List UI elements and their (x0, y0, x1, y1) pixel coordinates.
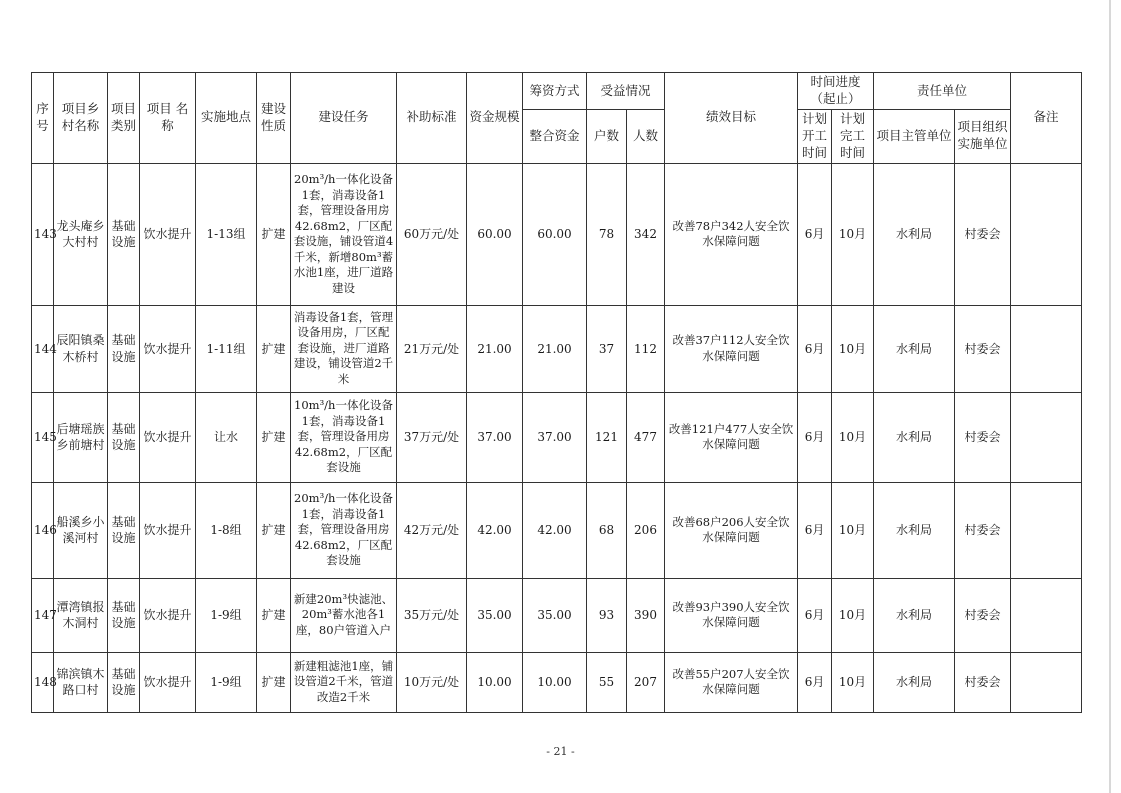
header-responsible: 责任单位 (874, 73, 1011, 110)
cell-start: 6月 (798, 163, 832, 305)
cell-start: 6月 (798, 305, 832, 392)
cell-subsidy: 10万元/处 (397, 652, 467, 712)
cell-funding: 10.00 (523, 652, 587, 712)
cell-seq: 145 (32, 392, 54, 482)
cell-nature: 扩建 (257, 305, 291, 392)
cell-goal: 改善121户477人安全饮水保障问题 (665, 392, 798, 482)
cell-start: 6月 (798, 392, 832, 482)
cell-end: 10月 (832, 652, 874, 712)
cell-scale: 10.00 (467, 652, 523, 712)
cell-start: 6月 (798, 652, 832, 712)
cell-subsidy: 21万元/处 (397, 305, 467, 392)
table-row (32, 392, 1082, 482)
cell-village: 辰阳镇桑木桥村 (54, 305, 108, 392)
header-goal: 绩效目标 (665, 73, 798, 164)
cell-supervisor: 水利局 (874, 392, 955, 482)
header-village: 项目乡村名称 (54, 73, 108, 164)
page-edge (1109, 0, 1111, 793)
cell-people: 206 (627, 482, 665, 578)
header-funding-sub: 整合资金 (523, 110, 587, 164)
cell-people: 207 (627, 652, 665, 712)
cell-task: 新建粗滤池1座，铺设管道2千米，管道改造2千米 (291, 652, 397, 712)
cell-supervisor: 水利局 (874, 652, 955, 712)
cell-seq: 146 (32, 482, 54, 578)
header-row-1 (32, 73, 1082, 110)
header-people: 人数 (627, 110, 665, 164)
cell-supervisor: 水利局 (874, 578, 955, 652)
cell-scale: 35.00 (467, 578, 523, 652)
cell-people: 477 (627, 392, 665, 482)
header-task: 建设任务 (291, 73, 397, 164)
cell-end: 10月 (832, 305, 874, 392)
cell-remarks (1011, 392, 1082, 482)
cell-task: 10m³/h一体化设备1套，消毒设备1套，管理设备用房42.68m2，厂区配套设施 (291, 392, 397, 482)
header-funding: 筹资方式 (523, 73, 587, 110)
cell-remarks (1011, 482, 1082, 578)
cell-end: 10月 (832, 482, 874, 578)
cell-funding: 42.00 (523, 482, 587, 578)
cell-nature: 扩建 (257, 163, 291, 305)
cell-category: 基础设施 (108, 578, 140, 652)
cell-goal: 改善68户206人安全饮水保障问题 (665, 482, 798, 578)
cell-nature: 扩建 (257, 482, 291, 578)
cell-goal: 改善37户112人安全饮水保障问题 (665, 305, 798, 392)
table-row (32, 305, 1082, 392)
cell-subsidy: 35万元/处 (397, 578, 467, 652)
cell-seq: 147 (32, 578, 54, 652)
cell-people: 390 (627, 578, 665, 652)
cell-households: 68 (587, 482, 627, 578)
cell-start: 6月 (798, 578, 832, 652)
cell-location: 1-13组 (196, 163, 257, 305)
cell-task: 20m³/h一体化设备1套，消毒设备1套，管理设备用房42.68m2，厂区配套设施 (291, 482, 397, 578)
cell-supervisor: 水利局 (874, 305, 955, 392)
header-remarks: 备注 (1011, 73, 1082, 164)
cell-subsidy: 60万元/处 (397, 163, 467, 305)
cell-seq: 143 (32, 163, 54, 305)
cell-implementer: 村委会 (955, 392, 1011, 482)
cell-name: 饮水提升 (140, 305, 196, 392)
cell-end: 10月 (832, 163, 874, 305)
cell-scale: 21.00 (467, 305, 523, 392)
cell-village: 锦滨镇木路口村 (54, 652, 108, 712)
cell-funding: 35.00 (523, 578, 587, 652)
cell-category: 基础设施 (108, 163, 140, 305)
table-row (32, 578, 1082, 652)
cell-name: 饮水提升 (140, 392, 196, 482)
cell-remarks (1011, 652, 1082, 712)
cell-scale: 37.00 (467, 392, 523, 482)
cell-village: 龙头庵乡大村村 (54, 163, 108, 305)
cell-task: 消毒设备1套，管理设备用房，厂区配套设施，进厂道路建设，铺设管道2千米 (291, 305, 397, 392)
cell-households: 55 (587, 652, 627, 712)
header-households: 户数 (587, 110, 627, 164)
cell-funding: 37.00 (523, 392, 587, 482)
cell-seq: 144 (32, 305, 54, 392)
cell-goal: 改善78户342人安全饮水保障问题 (665, 163, 798, 305)
cell-location: 让水 (196, 392, 257, 482)
header-schedule: 时间进度（起止） (798, 73, 874, 110)
cell-goal: 改善93户390人安全饮水保障问题 (665, 578, 798, 652)
cell-funding: 21.00 (523, 305, 587, 392)
cell-category: 基础设施 (108, 652, 140, 712)
cell-scale: 42.00 (467, 482, 523, 578)
cell-task: 20m³/h一体化设备1套，消毒设备1套，管理设备用房42.68m2，厂区配套设施，铺设管道4千米，新增80m³蓄水池1座，进厂道路建设 (291, 163, 397, 305)
cell-name: 饮水提升 (140, 163, 196, 305)
cell-households: 93 (587, 578, 627, 652)
cell-task: 新建20m³快滤池、20m³蓄水池各1座，80户管道入户 (291, 578, 397, 652)
cell-subsidy: 37万元/处 (397, 392, 467, 482)
cell-households: 37 (587, 305, 627, 392)
cell-seq: 148 (32, 652, 54, 712)
cell-goal: 改善55户207人安全饮水保障问题 (665, 652, 798, 712)
cell-category: 基础设施 (108, 392, 140, 482)
cell-location: 1-8组 (196, 482, 257, 578)
cell-category: 基础设施 (108, 482, 140, 578)
cell-funding: 60.00 (523, 163, 587, 305)
cell-subsidy: 42万元/处 (397, 482, 467, 578)
cell-nature: 扩建 (257, 652, 291, 712)
cell-location: 1-9组 (196, 652, 257, 712)
table-row (32, 163, 1082, 305)
cell-remarks (1011, 163, 1082, 305)
header-benefit: 受益情况 (587, 73, 665, 110)
page-number: - 21 - (546, 745, 575, 758)
cell-village: 船溪乡小溪河村 (54, 482, 108, 578)
cell-supervisor: 水利局 (874, 163, 955, 305)
header-name: 项目 名称 (140, 73, 196, 164)
cell-scale: 60.00 (467, 163, 523, 305)
cell-implementer: 村委会 (955, 163, 1011, 305)
cell-supervisor: 水利局 (874, 482, 955, 578)
cell-implementer: 村委会 (955, 305, 1011, 392)
project-table (31, 72, 1082, 713)
cell-location: 1-9组 (196, 578, 257, 652)
header-subsidy: 补助标准 (397, 73, 467, 164)
cell-remarks (1011, 578, 1082, 652)
cell-end: 10月 (832, 578, 874, 652)
cell-households: 78 (587, 163, 627, 305)
cell-village: 后塘瑶族乡前塘村 (54, 392, 108, 482)
cell-village: 潭湾镇报木洞村 (54, 578, 108, 652)
cell-remarks (1011, 305, 1082, 392)
cell-end: 10月 (832, 392, 874, 482)
table-row (32, 652, 1082, 712)
cell-start: 6月 (798, 482, 832, 578)
header-implementer: 项目组织实施单位 (955, 110, 1011, 164)
cell-nature: 扩建 (257, 578, 291, 652)
cell-name: 饮水提升 (140, 578, 196, 652)
cell-people: 342 (627, 163, 665, 305)
header-category: 项目类别 (108, 73, 140, 164)
header-start: 计划开工时间 (798, 110, 832, 164)
header-supervisor: 项目主管单位 (874, 110, 955, 164)
cell-implementer: 村委会 (955, 578, 1011, 652)
cell-implementer: 村委会 (955, 652, 1011, 712)
cell-households: 121 (587, 392, 627, 482)
cell-name: 饮水提升 (140, 482, 196, 578)
cell-location: 1-11组 (196, 305, 257, 392)
cell-people: 112 (627, 305, 665, 392)
header-end: 计划完工时间 (832, 110, 874, 164)
cell-category: 基础设施 (108, 305, 140, 392)
table-row (32, 482, 1082, 578)
cell-nature: 扩建 (257, 392, 291, 482)
header-location: 实施地点 (196, 73, 257, 164)
cell-name: 饮水提升 (140, 652, 196, 712)
header-seq: 序号 (32, 73, 54, 164)
header-scale: 资金规模 (467, 73, 523, 164)
header-nature: 建设性质 (257, 73, 291, 164)
cell-implementer: 村委会 (955, 482, 1011, 578)
